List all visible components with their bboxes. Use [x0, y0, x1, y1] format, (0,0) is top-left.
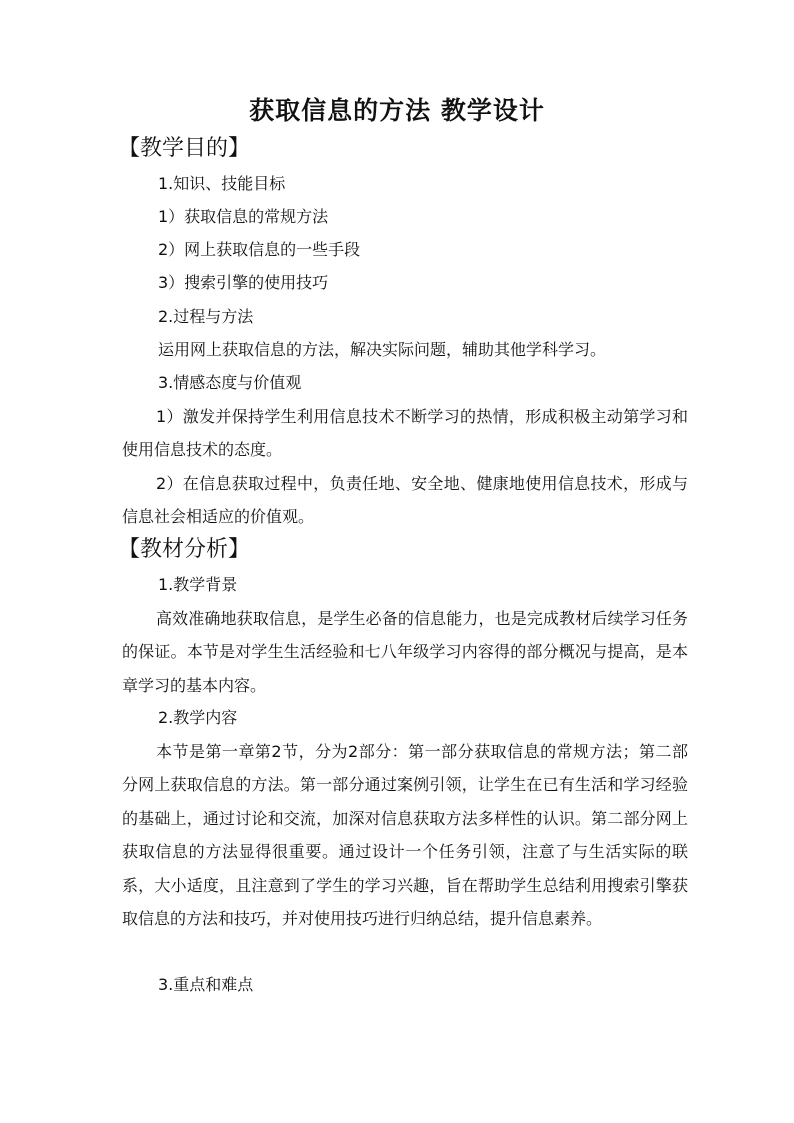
goal-item-3-paragraph-2: 2）在信息获取过程中，负责任地、安全地、健康地使用信息技术，形成与信息社会相适应的价值观。 — [122, 474, 688, 527]
goal-item-1c: 3）搜索引擎的使用技巧 — [158, 273, 329, 292]
analysis-item-2-paragraph: 本节是第一章第2节，分为2部分：第一部分获取信息的常规方法；第二部分网上获取信息的方法。第一部分通过案例引领，让学生在已有生活和学习经验的基础上，通过讨论和交流，加深对信息获取方法多样性的认识。第二部分网上获取信息的方法显得很重要。通过设计一个任务引领，注意了与生活实际的联系，大小适度，且注意到了学生的学习兴趣，旨在帮助学生总结利用搜索引擎获取信息的方法和技巧，并对使用技巧进行归纳总结，提升信息素养。 — [122, 742, 688, 929]
analysis-item-1-paragraph: 高效准确地获取信息，是学生必备的信息能力，也是完成教材后续学习任务的保证。本节是对学生生活经验和七八年级学习内容得的部分概况与提高，是本章学习的基本内容。 — [122, 609, 688, 695]
goal-item-1b: 2）网上获取信息的一些手段 — [158, 240, 361, 259]
section-heading-teaching-goals: 【教学目的】 — [118, 136, 251, 161]
goal-item-2: 2.过程与方法 — [158, 307, 254, 326]
analysis-item-1: 1.教学背景 — [158, 575, 238, 594]
section-heading-material-analysis: 【教材分析】 — [118, 537, 251, 562]
analysis-item-2: 2.教学内容 — [158, 708, 238, 727]
goal-item-1a: 1）获取信息的常规方法 — [158, 207, 329, 226]
goal-item-3-paragraph-1: 1）激发并保持学生利用信息技术不断学习的热情，形成积极主动第学习和使用信息技术的态度。 — [122, 407, 688, 460]
document-title: 获取信息的方法 教学设计 — [249, 96, 545, 125]
analysis-item-3: 3.重点和难点 — [158, 975, 254, 994]
goal-item-2-text: 运用网上获取信息的方法，解决实际问题，辅助其他学科学习。 — [158, 340, 607, 359]
goal-item-3: 3.情感态度与价值观 — [158, 373, 302, 392]
goal-item-1: 1.知识、技能目标 — [158, 174, 286, 193]
